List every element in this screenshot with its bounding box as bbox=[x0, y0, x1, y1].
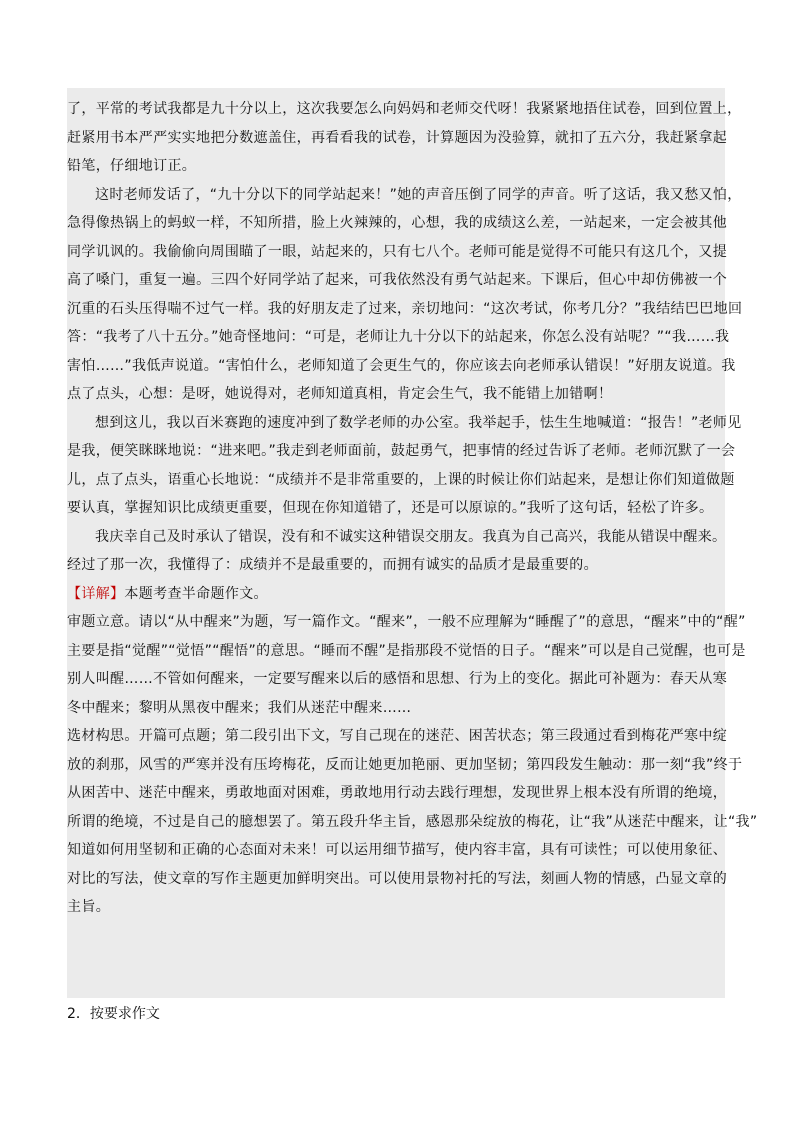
detail-line bbox=[67, 580, 725, 609]
text-line: 高了嗓门，重复一遍。三四个好同学站了起来，可我依然没有勇气站起来。下课后，但心中却仿佛被一个 bbox=[67, 272, 728, 288]
next-question-heading: 2．按要求作文 bbox=[67, 1006, 160, 1022]
detail-label: 【详解】 bbox=[67, 585, 125, 602]
text-line: 选材构思。开篇可点题；第二段引出下文，写自己现在的迷茫、困苦状态；第三段通过看到梅花严寒中绽 bbox=[67, 728, 728, 744]
text-line: 点了点头，心想：是呀，她说得对，老师知道真相，肯定会生气，我不能错上加错啊！ bbox=[67, 386, 613, 402]
text-line: 经过了那一次，我懂得了：成绩并不是最重要的，而拥有诚实的品质才是最重要的。 bbox=[67, 557, 598, 573]
text-line: 冬中醒来；黎明从黑夜中醒来；我们从迷茫中醒来…… bbox=[67, 699, 412, 716]
text-line: 主要是指“觉醒”“觉悟”“醒悟”的意思。“睡而不醒”是指那段不觉悟的日子。“醒来”可以是自己觉醒，也可是 bbox=[67, 642, 746, 659]
text-line: 了，平常的考试我都是九十分以上，这次我要怎么向妈妈和老师交代呀！我紧紧地捂住试卷，回到位置上， bbox=[67, 101, 742, 117]
analysis-paragraph bbox=[67, 722, 758, 922]
text-line: 这时老师发话了，“九十分以下的同学站起来！”她的声音压倒了同学的声音。听了这话，我又愁又怕， bbox=[95, 186, 742, 203]
text-line: 我庆幸自己及时承认了错误，没有和不诚实这种错误交朋友。我真为自己高兴，我能从错误中醒来。 bbox=[95, 528, 727, 545]
text-line: 儿，点了点头，语重心长地说：“成绩并不是非常重要的，上课的时候让你们站起来，是想让你们知道做题 bbox=[67, 471, 735, 488]
text-line: 同学讥讽的。我偷偷向周围瞄了一眼，站起来的，只有七八个。老师可能是觉得不可能只有这几个，又提 bbox=[67, 243, 728, 260]
text-line: 所谓的绝境，不过是自己的臆想罢了。第五段升华主旨，感恩那朵绽放的梅花，让“我”从迷茫中醒来，让“我” bbox=[67, 813, 758, 830]
text-line: 铅笔，仔细地订正。 bbox=[67, 158, 197, 174]
analysis-paragraph bbox=[67, 608, 746, 722]
essay-paragraph bbox=[67, 95, 742, 181]
text-line: 知道如何用坚韧和正确的心态面对未来！可以运用细节描写，使内容丰富，具有可读性；可以使用象征、 bbox=[67, 842, 728, 858]
text-line: 别人叫醒……不管如何醒来，一定要写醒来以后的感悟和思想、行为上的变化。据此可补题为：春天从寒 bbox=[67, 671, 728, 687]
text-line: 想到这儿，我以百米赛跑的速度冲到了数学老师的办公室。我举起手，怯生生地喊道：“报告！”老师见 bbox=[95, 414, 742, 431]
text-line: 急得像热锅上的蚂蚁一样，不知所措，脸上火辣辣的，心想，我的成绩这么差，一站起来，一定会被其他 bbox=[67, 215, 728, 231]
essay-paragraph bbox=[67, 181, 743, 409]
text-line: 赶紧用书本严严实实地把分数遮盖住，再看看我的试卷，计算题因为没验算，就扣了五六分，我赶紧拿起 bbox=[67, 129, 728, 146]
answer-text bbox=[67, 95, 758, 922]
text-line: 害怕……”我低声说道。“害怕什么，老师知道了会更生气的，你应该去向老师承认错误！”好朋友说道。我 bbox=[67, 357, 736, 374]
text-line: 答：“我考了八十五分。”她奇怪地问：“可是，老师让九十分以下的站起来，你怎么没有站呢？”“我……我 bbox=[67, 329, 730, 345]
detail-text: 本题考查半命题作文。 bbox=[124, 585, 268, 602]
text-line: 是我，便笑眯眯地说：“进来吧。”我走到老师面前，鼓起勇气，把事情的经过告诉了老师。老师沉默了一会 bbox=[67, 443, 736, 459]
text-line: 审题立意。请以“从中醒来”为题，写一篇作文。“醒来”，一般不应理解为“睡醒了”的意思，“醒来”中的“醒” bbox=[67, 614, 746, 630]
text-line: 放的刹那，风雪的严寒并没有压垮梅花，反而让她更加艳丽、更加坚韧；第四段发生触动：那一刻“我”终于 bbox=[67, 756, 743, 773]
text-line: 要认真，掌握知识比成绩更重要，但现在你知道错了，还是可以原谅的。”我听了这句话，轻松了许多。 bbox=[67, 500, 714, 516]
text-line: 从困苦中、迷茫中醒来，勇敢地面对困难，勇敢地用行动去践行理想，发现世界上根本没有所谓的绝境， bbox=[67, 785, 728, 801]
text-line: 主旨。 bbox=[67, 899, 111, 915]
text-line: 沉重的石头压得喘不过气一样。我的好朋友走了过来，亲切地问：“这次考试，你考几分？”我结结巴巴地回 bbox=[67, 300, 743, 317]
essay-paragraph bbox=[67, 523, 725, 580]
text-line: 对比的写法，使文章的写作主题更加鲜明突出。可以使用景物衬托的写法，刻画人物的情感，凸显文章的 bbox=[67, 870, 728, 887]
essay-paragraph bbox=[67, 409, 742, 523]
